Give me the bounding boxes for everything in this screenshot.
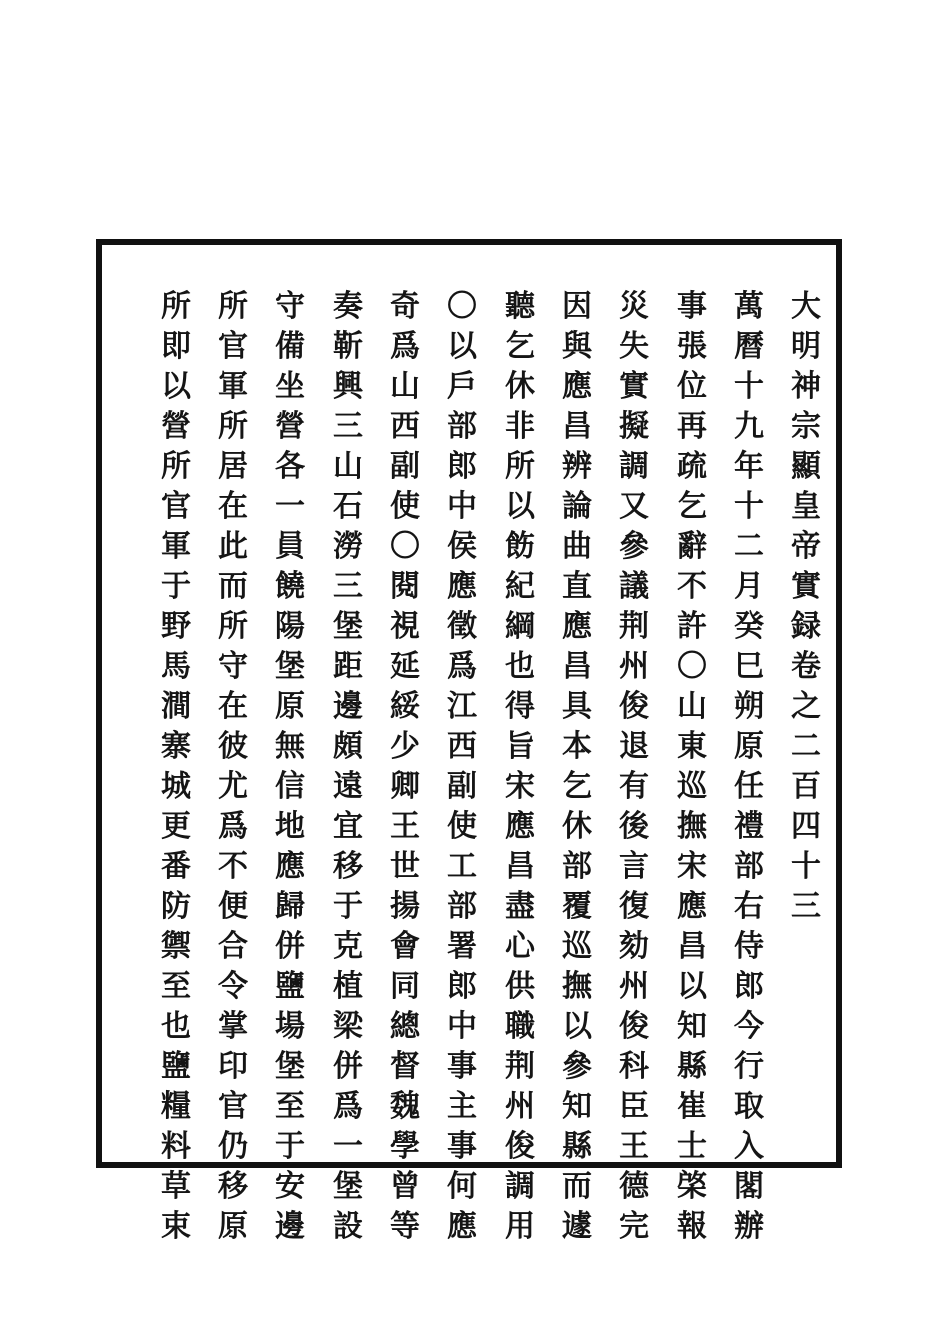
text-column-4 bbox=[614, 287, 654, 1247]
text-char: 侍 bbox=[734, 929, 764, 964]
text-char: 辦 bbox=[734, 1209, 764, 1244]
text-char: 守 bbox=[275, 289, 305, 324]
text-char: 昌 bbox=[562, 409, 592, 444]
text-char: 守 bbox=[218, 649, 248, 684]
text-char: 山 bbox=[333, 449, 363, 484]
text-char: 王 bbox=[619, 1129, 649, 1164]
text-char: 州 bbox=[619, 969, 649, 1004]
text-char: 卷 bbox=[791, 649, 821, 684]
text-char: 郎 bbox=[447, 449, 477, 484]
text-char: 後 bbox=[619, 809, 649, 844]
text-char: 應 bbox=[562, 369, 592, 404]
text-char: 馬 bbox=[161, 649, 191, 684]
text-char: 皇 bbox=[791, 489, 821, 524]
text-char: 完 bbox=[619, 1209, 649, 1244]
text-char: 各 bbox=[275, 449, 305, 484]
text-char: 應 bbox=[562, 609, 592, 644]
text-char: 部 bbox=[562, 849, 592, 884]
text-char: 原 bbox=[218, 1209, 248, 1244]
text-char: 本 bbox=[562, 729, 592, 764]
text-char: 科 bbox=[619, 1049, 649, 1084]
text-char: 三 bbox=[333, 409, 363, 444]
text-char: 辭 bbox=[677, 529, 707, 564]
text-char: 閣 bbox=[734, 1169, 764, 1204]
text-char: 爲 bbox=[447, 649, 477, 684]
text-char: 奇 bbox=[390, 289, 420, 324]
text-char: 年 bbox=[734, 449, 764, 484]
text-char: 九 bbox=[734, 409, 764, 444]
text-char: 部 bbox=[447, 409, 477, 444]
text-char: 何 bbox=[447, 1169, 477, 1204]
text-char: 乞 bbox=[677, 489, 707, 524]
page-border-frame bbox=[96, 239, 842, 1244]
text-char: 因 bbox=[562, 289, 592, 324]
text-char: 石 bbox=[333, 489, 363, 524]
text-char: 萬 bbox=[734, 289, 764, 324]
text-char: 克 bbox=[333, 929, 363, 964]
text-column-title bbox=[786, 287, 826, 927]
text-char: 明 bbox=[791, 329, 821, 364]
text-char: 此 bbox=[218, 529, 248, 564]
text-char: 實 bbox=[791, 569, 821, 604]
text-char: 縣 bbox=[562, 1129, 592, 1164]
text-char: 掌 bbox=[218, 1009, 248, 1044]
text-char: 侯 bbox=[447, 529, 477, 564]
text-char: 帝 bbox=[791, 529, 821, 564]
text-char: 癸 bbox=[734, 609, 764, 644]
text-char: 月 bbox=[734, 569, 764, 604]
text-char: 禦 bbox=[161, 929, 191, 964]
text-char: 用 bbox=[505, 1209, 535, 1244]
text-char: 供 bbox=[505, 969, 535, 1004]
text-char: 事 bbox=[447, 1049, 477, 1084]
text-char: 辨 bbox=[562, 449, 592, 484]
text-char: 取 bbox=[734, 1089, 764, 1124]
text-char: 遠 bbox=[333, 769, 363, 804]
text-char: 一 bbox=[333, 1129, 363, 1164]
text-char: 議 bbox=[619, 569, 649, 604]
text-char: 堡 bbox=[333, 1169, 363, 1204]
text-char: 參 bbox=[562, 1049, 592, 1084]
text-char: 十 bbox=[734, 369, 764, 404]
text-char: 戶 bbox=[447, 369, 477, 404]
text-char: 軍 bbox=[161, 529, 191, 564]
text-char: 魏 bbox=[390, 1089, 420, 1124]
text-char: 以 bbox=[677, 969, 707, 1004]
text-char: 心 bbox=[505, 929, 535, 964]
text-char: 料 bbox=[161, 1129, 191, 1164]
text-char: 副 bbox=[447, 769, 477, 804]
text-char: 巡 bbox=[562, 929, 592, 964]
text-char: 事 bbox=[447, 1129, 477, 1164]
text-char: 爲 bbox=[390, 329, 420, 364]
text-char: 曾 bbox=[390, 1169, 420, 1204]
text-char: 曆 bbox=[734, 329, 764, 364]
text-char: 澗 bbox=[161, 689, 191, 724]
text-char: 退 bbox=[619, 729, 649, 764]
text-char: 而 bbox=[562, 1169, 592, 1204]
text-char: 等 bbox=[390, 1209, 420, 1244]
text-char: 併 bbox=[275, 929, 305, 964]
text-char: 併 bbox=[333, 1049, 363, 1084]
text-char: 總 bbox=[390, 1009, 420, 1044]
text-char: 參 bbox=[619, 529, 649, 564]
text-char: 巳 bbox=[734, 649, 764, 684]
text-char: 盡 bbox=[505, 889, 535, 924]
text-char: 在 bbox=[218, 689, 248, 724]
text-char: 西 bbox=[390, 409, 420, 444]
text-char: 撫 bbox=[562, 969, 592, 1004]
text-char: 饒 bbox=[275, 569, 305, 604]
text-char: 山 bbox=[390, 369, 420, 404]
text-char: 宜 bbox=[333, 809, 363, 844]
text-char: 也 bbox=[505, 649, 535, 684]
text-char: 俊 bbox=[619, 1009, 649, 1044]
text-char: 德 bbox=[619, 1169, 649, 1204]
text-char: 昌 bbox=[677, 929, 707, 964]
text-char: 曲 bbox=[562, 529, 592, 564]
text-char: 鹽 bbox=[275, 969, 305, 1004]
text-char: 顯 bbox=[791, 449, 821, 484]
text-char: 棨 bbox=[677, 1169, 707, 1204]
text-char: 延 bbox=[390, 649, 420, 684]
text-char: 更 bbox=[161, 809, 191, 844]
text-char: 植 bbox=[333, 969, 363, 1004]
text-char: 以 bbox=[505, 489, 535, 524]
text-char: 覆 bbox=[562, 889, 592, 924]
text-char: 城 bbox=[161, 769, 191, 804]
text-char: 入 bbox=[734, 1129, 764, 1164]
text-char: 二 bbox=[791, 729, 821, 764]
text-char: 世 bbox=[390, 849, 420, 884]
text-char: 巡 bbox=[677, 769, 707, 804]
text-char: 不 bbox=[677, 569, 707, 604]
text-char: 郎 bbox=[734, 969, 764, 1004]
text-char: 少 bbox=[390, 729, 420, 764]
text-char: 澇 bbox=[333, 529, 363, 564]
text-char: 十 bbox=[734, 489, 764, 524]
text-char: 無 bbox=[275, 729, 305, 764]
text-char: 應 bbox=[505, 809, 535, 844]
text-char: 飭 bbox=[505, 529, 535, 564]
text-char: 一 bbox=[275, 489, 305, 524]
text-char: 所 bbox=[218, 609, 248, 644]
text-char: 崔 bbox=[677, 1089, 707, 1124]
text-char: 俊 bbox=[619, 689, 649, 724]
text-char: 使 bbox=[390, 489, 420, 524]
text-char: 所 bbox=[161, 289, 191, 324]
text-char: 西 bbox=[447, 729, 477, 764]
text-char: 朔 bbox=[734, 689, 764, 724]
text-char: 主 bbox=[447, 1089, 477, 1124]
text-char: 昌 bbox=[505, 849, 535, 884]
text-char: 爲 bbox=[333, 1089, 363, 1124]
text-char: 報 bbox=[677, 1209, 707, 1244]
text-char: 十 bbox=[791, 849, 821, 884]
text-char: 江 bbox=[447, 689, 477, 724]
text-char: 堡 bbox=[333, 609, 363, 644]
text-char: 便 bbox=[218, 889, 248, 924]
text-char: 荆 bbox=[505, 1049, 535, 1084]
text-char: 信 bbox=[275, 769, 305, 804]
text-char: 草 bbox=[161, 1169, 191, 1204]
text-char: 録 bbox=[791, 609, 821, 644]
text-char: 士 bbox=[677, 1129, 707, 1164]
text-char: 復 bbox=[619, 889, 649, 924]
text-char: 臣 bbox=[619, 1089, 649, 1124]
text-char: 部 bbox=[447, 889, 477, 924]
text-char: 乞 bbox=[505, 329, 535, 364]
text-char: 邊 bbox=[333, 689, 363, 724]
text-char: 以 bbox=[562, 1009, 592, 1044]
text-char: 撫 bbox=[677, 809, 707, 844]
text-column-10 bbox=[270, 287, 310, 1247]
text-char: 荆 bbox=[619, 609, 649, 644]
text-char: 邊 bbox=[275, 1209, 305, 1244]
text-column-11 bbox=[213, 287, 253, 1247]
text-char: 彼 bbox=[218, 729, 248, 764]
text-char: 位 bbox=[677, 369, 707, 404]
text-char: 中 bbox=[447, 489, 477, 524]
text-char: 揚 bbox=[390, 889, 420, 924]
text-column-3 bbox=[672, 287, 712, 1247]
text-char: 即 bbox=[161, 329, 191, 364]
text-char: 劾 bbox=[619, 929, 649, 964]
text-char: 事 bbox=[677, 289, 707, 324]
text-char: 督 bbox=[390, 1049, 420, 1084]
text-char: 禮 bbox=[734, 809, 764, 844]
text-char: 〇 bbox=[447, 289, 477, 324]
text-char: 至 bbox=[161, 969, 191, 1004]
text-char: 堡 bbox=[275, 1049, 305, 1084]
text-char: 之 bbox=[791, 689, 821, 724]
text-char: 乞 bbox=[562, 769, 592, 804]
text-char: 備 bbox=[275, 329, 305, 364]
text-char: 〇 bbox=[390, 529, 420, 564]
text-char: 〇 bbox=[677, 649, 707, 684]
text-char: 興 bbox=[333, 369, 363, 404]
text-char: 以 bbox=[161, 369, 191, 404]
text-char: 原 bbox=[734, 729, 764, 764]
text-char: 鹽 bbox=[161, 1049, 191, 1084]
text-char: 不 bbox=[218, 849, 248, 884]
text-char: 言 bbox=[619, 849, 649, 884]
text-char: 尤 bbox=[218, 769, 248, 804]
text-char: 移 bbox=[333, 849, 363, 884]
text-char: 有 bbox=[619, 769, 649, 804]
text-char: 防 bbox=[161, 889, 191, 924]
text-char: 部 bbox=[734, 849, 764, 884]
text-char: 職 bbox=[505, 1009, 535, 1044]
text-char: 軍 bbox=[218, 369, 248, 404]
text-char: 員 bbox=[275, 529, 305, 564]
text-char: 綱 bbox=[505, 609, 535, 644]
text-column-12 bbox=[156, 287, 196, 1247]
text-char: 山 bbox=[677, 689, 707, 724]
text-char: 具 bbox=[562, 689, 592, 724]
text-char: 所 bbox=[161, 449, 191, 484]
text-char: 俊 bbox=[505, 1129, 535, 1164]
text-char: 令 bbox=[218, 969, 248, 1004]
text-char: 坐 bbox=[275, 369, 305, 404]
text-char: 居 bbox=[218, 449, 248, 484]
text-char: 地 bbox=[275, 809, 305, 844]
text-char: 調 bbox=[505, 1169, 535, 1204]
text-char: 同 bbox=[390, 969, 420, 1004]
text-char: 頗 bbox=[333, 729, 363, 764]
text-char: 直 bbox=[562, 569, 592, 604]
text-char: 原 bbox=[275, 689, 305, 724]
text-char: 州 bbox=[505, 1089, 535, 1124]
text-char: 所 bbox=[218, 409, 248, 444]
text-char: 聽 bbox=[505, 289, 535, 324]
text-char: 行 bbox=[734, 1049, 764, 1084]
text-char: 視 bbox=[390, 609, 420, 644]
text-char: 災 bbox=[619, 289, 649, 324]
text-char: 旨 bbox=[505, 729, 535, 764]
text-char: 在 bbox=[218, 489, 248, 524]
text-char: 知 bbox=[677, 1009, 707, 1044]
text-char: 又 bbox=[619, 489, 649, 524]
text-char: 大 bbox=[791, 289, 821, 324]
text-char: 應 bbox=[447, 569, 477, 604]
text-char: 印 bbox=[218, 1049, 248, 1084]
text-char: 中 bbox=[447, 1009, 477, 1044]
text-char: 東 bbox=[677, 729, 707, 764]
text-char: 神 bbox=[791, 369, 821, 404]
text-char: 所 bbox=[505, 449, 535, 484]
text-column-2 bbox=[729, 287, 769, 1247]
text-char: 所 bbox=[218, 289, 248, 324]
text-char: 與 bbox=[562, 329, 592, 364]
text-char: 州 bbox=[619, 649, 649, 684]
text-char: 于 bbox=[275, 1129, 305, 1164]
text-char: 今 bbox=[734, 1009, 764, 1044]
text-char: 休 bbox=[562, 809, 592, 844]
text-char: 于 bbox=[333, 889, 363, 924]
text-char: 會 bbox=[390, 929, 420, 964]
text-char: 疏 bbox=[677, 449, 707, 484]
text-char: 也 bbox=[161, 1009, 191, 1044]
text-char: 百 bbox=[791, 769, 821, 804]
text-char: 官 bbox=[161, 489, 191, 524]
text-char: 紀 bbox=[505, 569, 535, 604]
text-char: 失 bbox=[619, 329, 649, 364]
text-char: 張 bbox=[677, 329, 707, 364]
text-char: 距 bbox=[333, 649, 363, 684]
text-char: 歸 bbox=[275, 889, 305, 924]
text-char: 仍 bbox=[218, 1129, 248, 1164]
text-char: 再 bbox=[677, 409, 707, 444]
text-char: 徵 bbox=[447, 609, 477, 644]
text-char: 許 bbox=[677, 609, 707, 644]
text-char: 糧 bbox=[161, 1089, 191, 1124]
text-char: 休 bbox=[505, 369, 535, 404]
text-column-6 bbox=[500, 287, 540, 1247]
text-char: 宋 bbox=[505, 769, 535, 804]
text-char: 設 bbox=[333, 1209, 363, 1244]
text-char: 工 bbox=[447, 849, 477, 884]
text-char: 署 bbox=[447, 929, 477, 964]
text-char: 營 bbox=[275, 409, 305, 444]
text-char: 安 bbox=[275, 1169, 305, 1204]
text-char: 番 bbox=[161, 849, 191, 884]
text-char: 合 bbox=[218, 929, 248, 964]
text-char: 遽 bbox=[562, 1209, 592, 1244]
text-char: 縣 bbox=[677, 1049, 707, 1084]
text-char: 得 bbox=[505, 689, 535, 724]
text-char: 實 bbox=[619, 369, 649, 404]
text-char: 堡 bbox=[275, 649, 305, 684]
text-column-9 bbox=[328, 287, 368, 1247]
text-char: 知 bbox=[562, 1089, 592, 1124]
text-char: 陽 bbox=[275, 609, 305, 644]
text-char: 綏 bbox=[390, 689, 420, 724]
text-char: 梁 bbox=[333, 1009, 363, 1044]
text-char: 營 bbox=[161, 409, 191, 444]
text-char: 應 bbox=[275, 849, 305, 884]
text-char: 應 bbox=[677, 889, 707, 924]
text-char: 擬 bbox=[619, 409, 649, 444]
text-char: 右 bbox=[734, 889, 764, 924]
text-char: 三 bbox=[791, 889, 821, 924]
text-char: 爲 bbox=[218, 809, 248, 844]
text-char: 使 bbox=[447, 809, 477, 844]
text-char: 以 bbox=[447, 329, 477, 364]
text-char: 靳 bbox=[333, 329, 363, 364]
text-char: 場 bbox=[275, 1009, 305, 1044]
text-char: 宗 bbox=[791, 409, 821, 444]
text-char: 野 bbox=[161, 609, 191, 644]
text-char: 任 bbox=[734, 769, 764, 804]
text-char: 調 bbox=[619, 449, 649, 484]
text-char: 論 bbox=[562, 489, 592, 524]
text-char: 昌 bbox=[562, 649, 592, 684]
text-char: 王 bbox=[390, 809, 420, 844]
text-column-5 bbox=[557, 287, 597, 1247]
text-char: 應 bbox=[447, 1209, 477, 1244]
text-char: 副 bbox=[390, 449, 420, 484]
text-column-8 bbox=[385, 287, 425, 1247]
text-char: 學 bbox=[390, 1129, 420, 1164]
text-char: 而 bbox=[218, 569, 248, 604]
text-char: 非 bbox=[505, 409, 535, 444]
text-char: 至 bbox=[275, 1089, 305, 1124]
text-char: 寨 bbox=[161, 729, 191, 764]
text-char: 奏 bbox=[333, 289, 363, 324]
text-char: 移 bbox=[218, 1169, 248, 1204]
text-char: 卿 bbox=[390, 769, 420, 804]
text-char: 郎 bbox=[447, 969, 477, 1004]
text-char: 束 bbox=[161, 1209, 191, 1244]
text-char: 閱 bbox=[390, 569, 420, 604]
text-char: 三 bbox=[333, 569, 363, 604]
text-char: 宋 bbox=[677, 849, 707, 884]
text-char: 四 bbox=[791, 809, 821, 844]
text-char: 官 bbox=[218, 1089, 248, 1124]
text-char: 二 bbox=[734, 529, 764, 564]
text-char: 官 bbox=[218, 329, 248, 364]
text-char: 于 bbox=[161, 569, 191, 604]
text-column-7 bbox=[442, 287, 482, 1247]
